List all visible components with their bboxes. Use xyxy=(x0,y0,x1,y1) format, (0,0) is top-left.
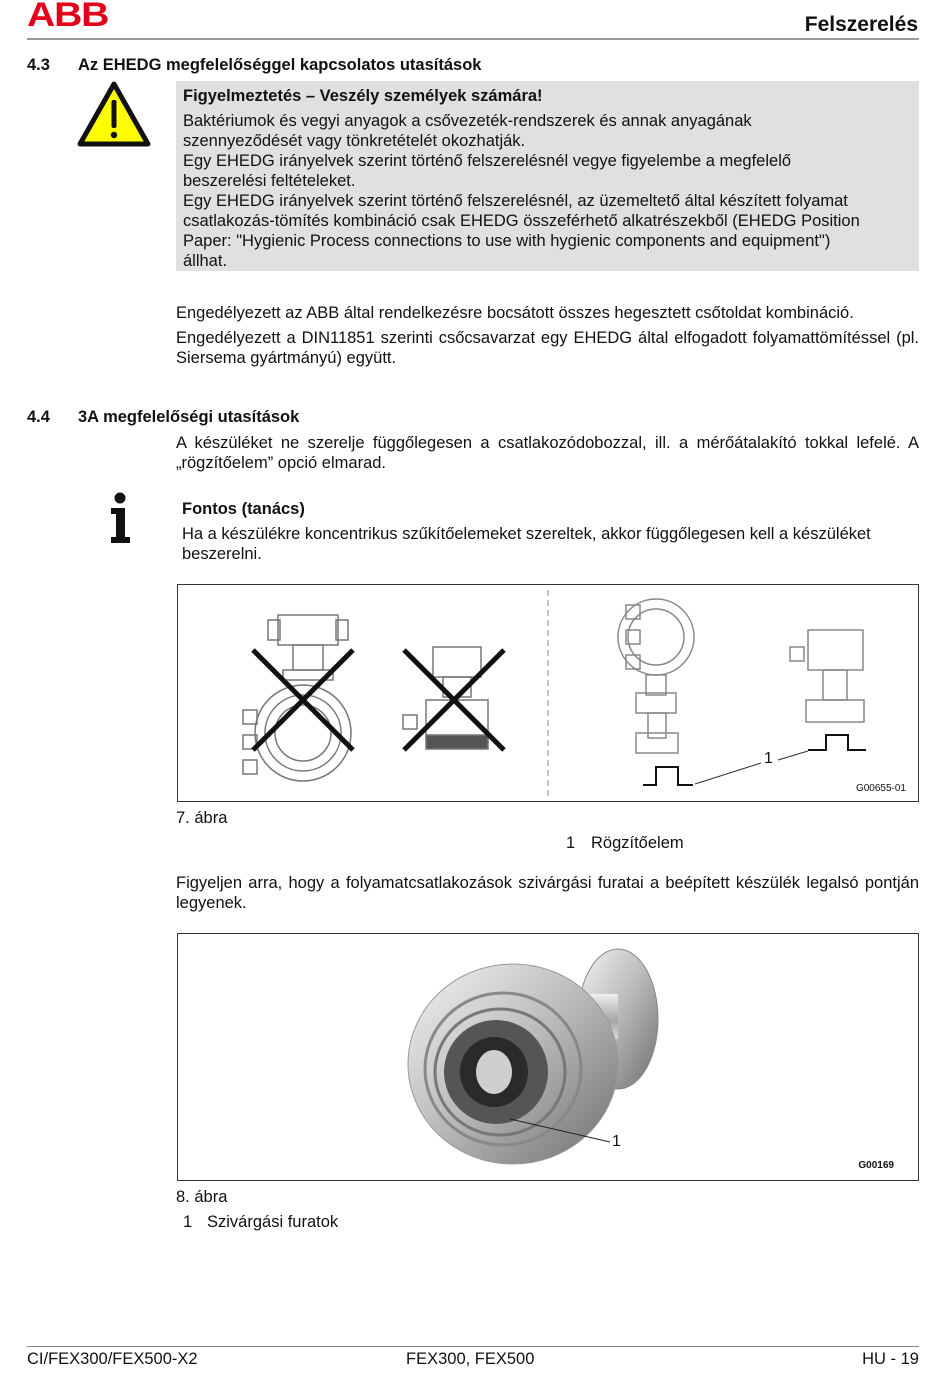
warning-line: Egy EHEDG irányelvek szerint történő felszerelésnél vegye figyelembe a megfelelő xyxy=(183,152,792,170)
figure-code: G00655-01 xyxy=(855,783,906,794)
warning-triangle-icon xyxy=(76,80,152,148)
legend-text: Rögzítőelem xyxy=(591,834,684,852)
legend-text: Szivárgási furatok xyxy=(207,1213,339,1231)
warning-box xyxy=(176,81,919,271)
section-title: Az EHEDG megfelelőséggel kapcsolatos utasítások xyxy=(78,56,482,74)
paragraph: Engedélyezett az ABB által rendelkezésre bocsátott összes hegesztett csőtoldat kombináció. xyxy=(176,304,854,322)
footer-product: FEX300, FEX500 xyxy=(406,1350,535,1368)
paragraph: Engedélyezett a DIN11851 szerinti csőcsavarzat egy EHEDG által elfogadott folyamattömítéssel (pl. Siersema gyártmányú) együtt. xyxy=(176,329,919,367)
section-title: 3A megfelelőségi utasítások xyxy=(78,408,300,426)
warning-line: Egy EHEDG irányelvek szerint történő felszerelésnél, az üzemeltető által készített folyamat xyxy=(183,192,848,210)
legend-number: 1 xyxy=(566,834,576,852)
paragraph: A készüléket ne szerelje függőlegesen a csatlakozódobozzal, ill. a mérőátalakító tokkal lefelé. A „rögzítőelem” opció elmarad. xyxy=(176,434,919,472)
warning-line: Paper: "Hygienic Process connections to use with hygienic components and equipment") xyxy=(183,232,831,250)
figure-7-mounting-diagram xyxy=(177,584,919,802)
mounting-drawing xyxy=(178,585,918,801)
figure-code: G00169 xyxy=(858,1160,894,1171)
footer-doc-id: CI/FEX300/FEX500-X2 xyxy=(27,1350,198,1368)
paragraph: Figyeljen arra, hogy a folyamatcsatlakozások szivárgási furatai a beépített készülék legalsó pontján legyenek. xyxy=(176,874,919,912)
section-number: 4.3 xyxy=(27,56,50,74)
warning-line: Baktériumok és vegyi anyagok a csővezeték-rendszerek és annak anyagának xyxy=(183,112,752,130)
figure-callout: 1 xyxy=(764,750,773,767)
fitting-photo xyxy=(178,934,918,1180)
footer-rule xyxy=(27,1346,919,1347)
warning-title: Figyelmeztetés – Veszély személyek számára! xyxy=(183,87,543,105)
footer-page-number: HU - 19 xyxy=(862,1350,919,1368)
warning-line: beszerelési feltételeket. xyxy=(183,172,356,190)
note-text: Ha a készülékre koncentrikus szűkítőelemeket szereltek, akkor függőlegesen kell a készüléket beszerelni. xyxy=(182,525,871,563)
section-number: 4.4 xyxy=(27,408,50,426)
note-title: Fontos (tanács) xyxy=(182,500,305,518)
figure-8-fitting-photo xyxy=(177,933,919,1181)
legend-number: 1 xyxy=(183,1213,193,1231)
header-rule xyxy=(27,38,919,40)
warning-line: szennyeződését vagy tönkretételét okozhatják. xyxy=(183,132,526,150)
info-icon xyxy=(108,492,134,544)
header-section-title: Felszerelés xyxy=(804,13,918,36)
abb-logo: ABB xyxy=(27,0,109,34)
figure-caption: 7. ábra xyxy=(176,809,228,827)
figure-callout: 1 xyxy=(612,1133,621,1150)
figure-caption: 8. ábra xyxy=(176,1188,228,1206)
warning-line: állhat. xyxy=(183,252,228,270)
warning-line: csatlakozás-tömítés kombináció csak EHEDG összeférhető alkatrészekből (EHEDG Position xyxy=(183,212,860,230)
